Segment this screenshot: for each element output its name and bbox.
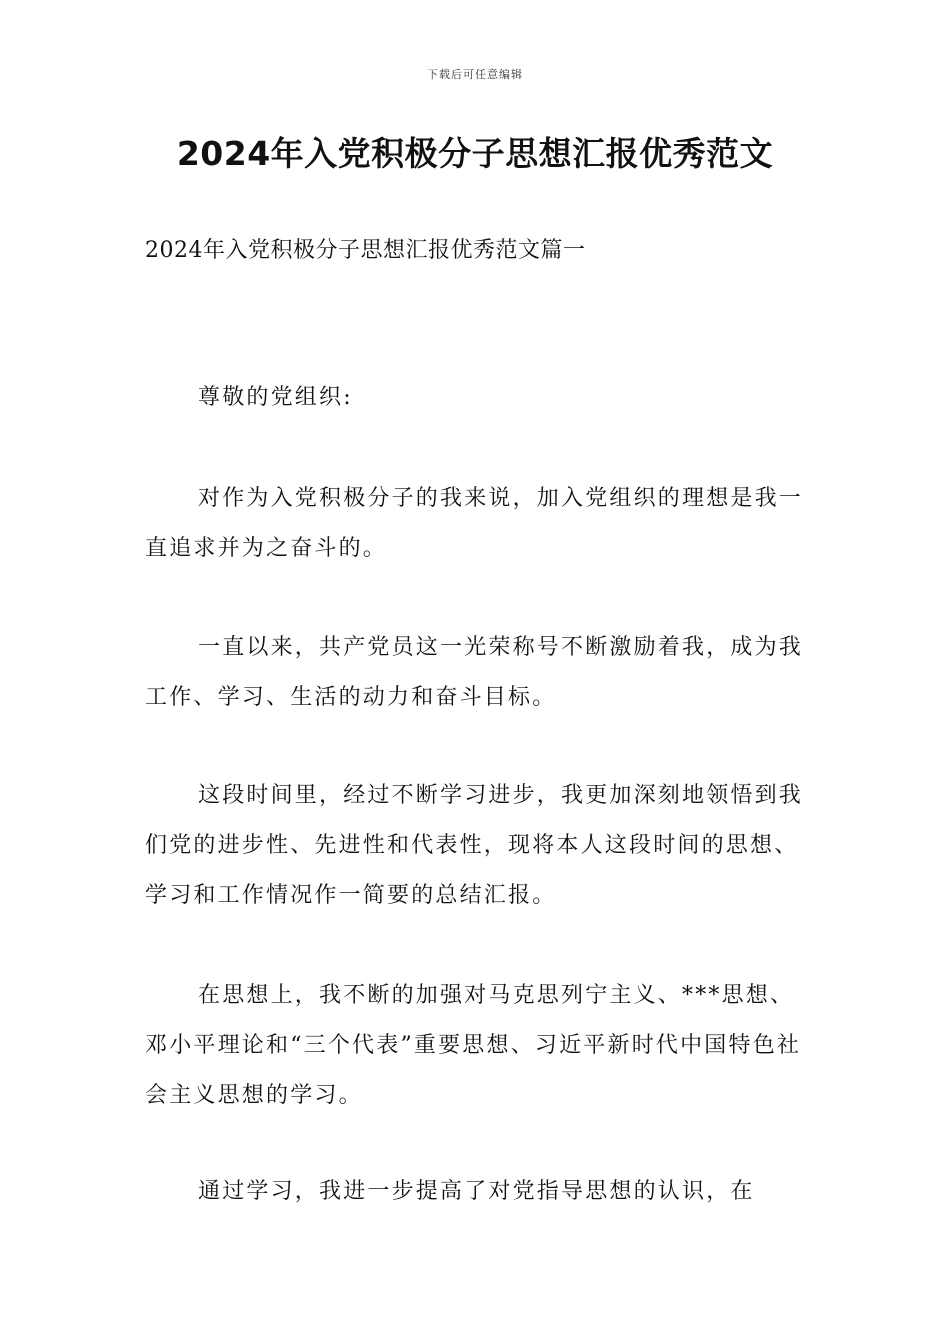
salutation: 尊敬的党组织: — [198, 385, 353, 410]
document-title: 2024年入党积极分子思想汇报优秀范文 — [176, 134, 774, 173]
paragraph: 一直以来，共产党员这一光荣称号不断激励着我，成为我工作、学习、生活的动力和奋斗目标。 — [145, 635, 804, 710]
paragraph: 在思想上，我不断的加强对马克思列宁主义、***思想、邓小平理论和“三个代表”重要思想、习近平新时代中国特色社会主义思想的学习。 — [145, 983, 802, 1108]
paragraph: 这段时间里，经过不断学习进步，我更加深刻地领悟到我们党的进步性、先进性和代表性，现将本人这段时间的思想、学习和工作情况作一简要的总结汇报。 — [145, 783, 804, 908]
page-header-note: 下载后可任意编辑 — [427, 68, 523, 81]
paragraph: 通过学习，我进一步提高了对党指导思想的认识，在 — [198, 1179, 755, 1204]
section-heading: 2024年入党积极分子思想汇报优秀范文篇一 — [145, 238, 586, 263]
paragraph: 对作为入党积极分子的我来说，加入党组织的理想是我一直追求并为之奋斗的。 — [145, 486, 804, 561]
